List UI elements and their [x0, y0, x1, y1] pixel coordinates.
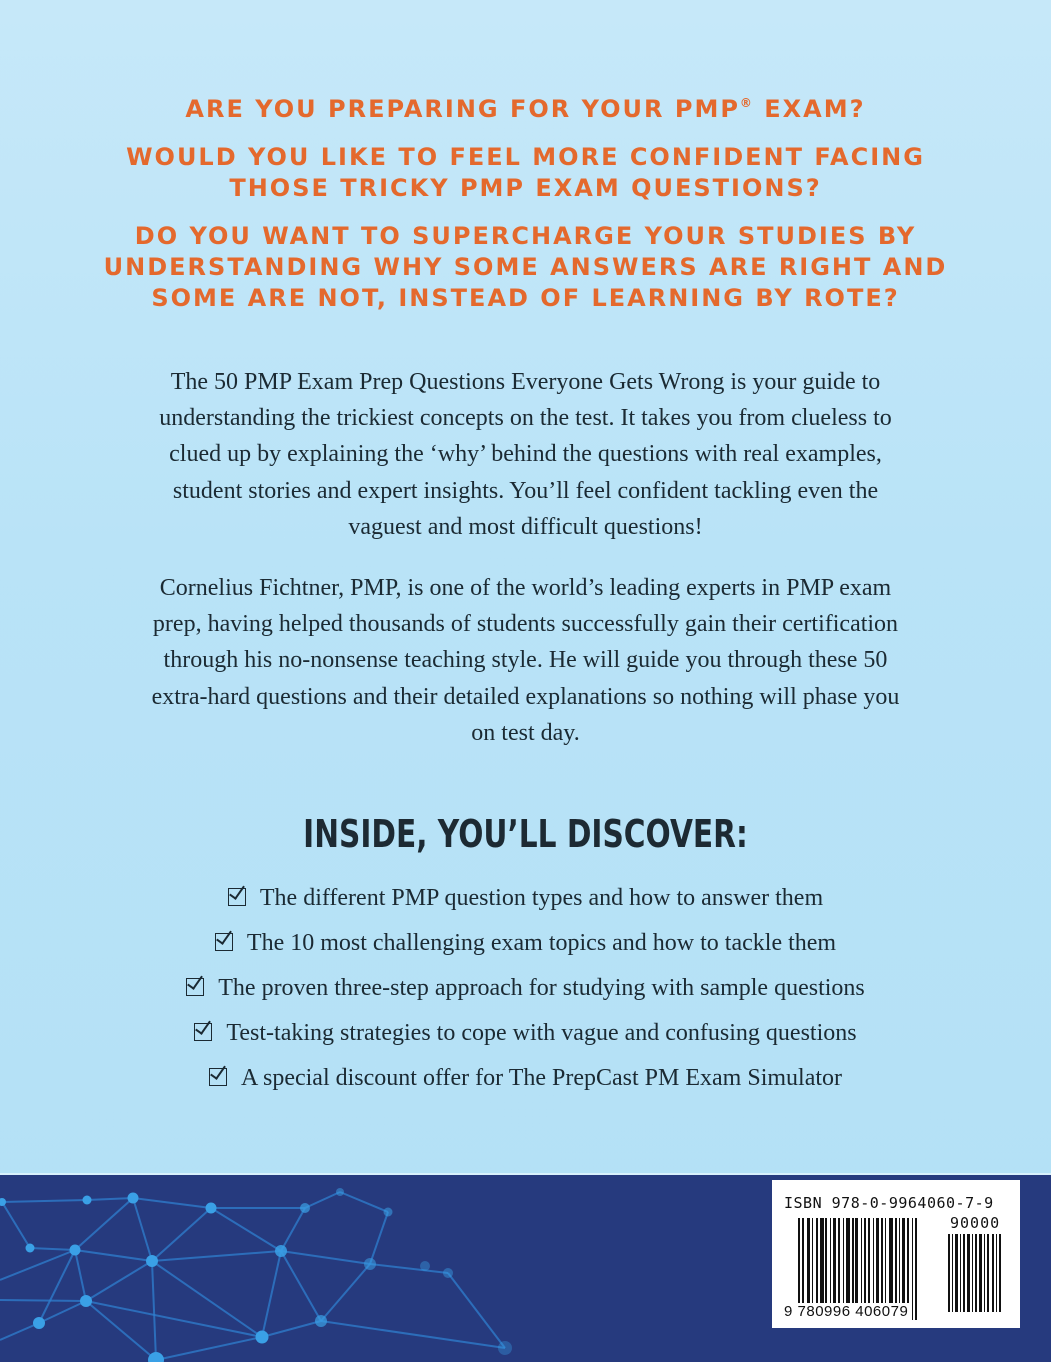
- barcode-digits: 9 780996 406079: [784, 1303, 909, 1320]
- network-graphic-icon: [0, 1175, 560, 1362]
- discover-heading: INSIDE, YOU’LL DISCOVER:: [303, 812, 748, 856]
- list-item: The 10 most challenging exam topics and how to tackle them: [0, 923, 1051, 968]
- checkbox-checked-icon: [228, 888, 246, 906]
- price-barcode-bars-icon: [948, 1234, 1010, 1312]
- question-2: WOULD YOU LIKE TO FEEL MORE CONFIDENT FACING THOSE TRICKY PMP EXAM QUESTIONS?: [126, 143, 925, 202]
- list-item: The different PMP question types and how to answer them: [0, 878, 1051, 923]
- discover-list: [0, 878, 1051, 1103]
- price-code: 90000: [950, 1214, 1001, 1232]
- checkbox-checked-icon: [215, 933, 233, 951]
- list-item: Test-taking strategies to cope with vague and confusing questions: [0, 1013, 1051, 1058]
- list-item: A special discount offer for The PrepCast PM Exam Simulator: [0, 1058, 1051, 1103]
- checkbox-checked-icon: [209, 1068, 227, 1086]
- isbn-label: ISBN 978-0-9964060-7-9: [784, 1194, 994, 1212]
- question-3: DO YOU WANT TO SUPERCHARGE YOUR STUDIES BY UNDERSTANDING WHY SOME ANSWERS ARE RIGHT AND SOME ARE NOT, INSTEAD OF LEARNING BY ROTE?: [103, 222, 948, 312]
- checkbox-checked-icon: [194, 1023, 212, 1041]
- list-item: The proven three-step approach for studying with sample questions: [0, 968, 1051, 1013]
- book-description-paragraph: The 50 PMP Exam Prep Questions Everyone Gets Wrong is your guide to understanding the trickiest concepts on the test. It takes you from clueless to clued up by explaining the ‘why’ behind the questions with real examples, student stories and expert insights. You’ll feel confident tackling even the vaguest and most difficult questions!: [159, 369, 892, 540]
- checkbox-checked-icon: [186, 978, 204, 996]
- isbn-barcode: [772, 1180, 1020, 1328]
- question-1: ARE YOU PREPARING FOR YOUR PMP® EXAM?: [185, 95, 866, 123]
- author-bio-paragraph: Cornelius Fichtner, PMP, is one of the world’s leading experts in PMP exam prep, having helped thousands of students successfully gain their certification through his no-nonsense teaching style. He will guide you through these 50 extra-hard questions and their detailed explanations so nothing will phase you on test day.: [151, 575, 900, 746]
- question-block: [0, 88, 1051, 331]
